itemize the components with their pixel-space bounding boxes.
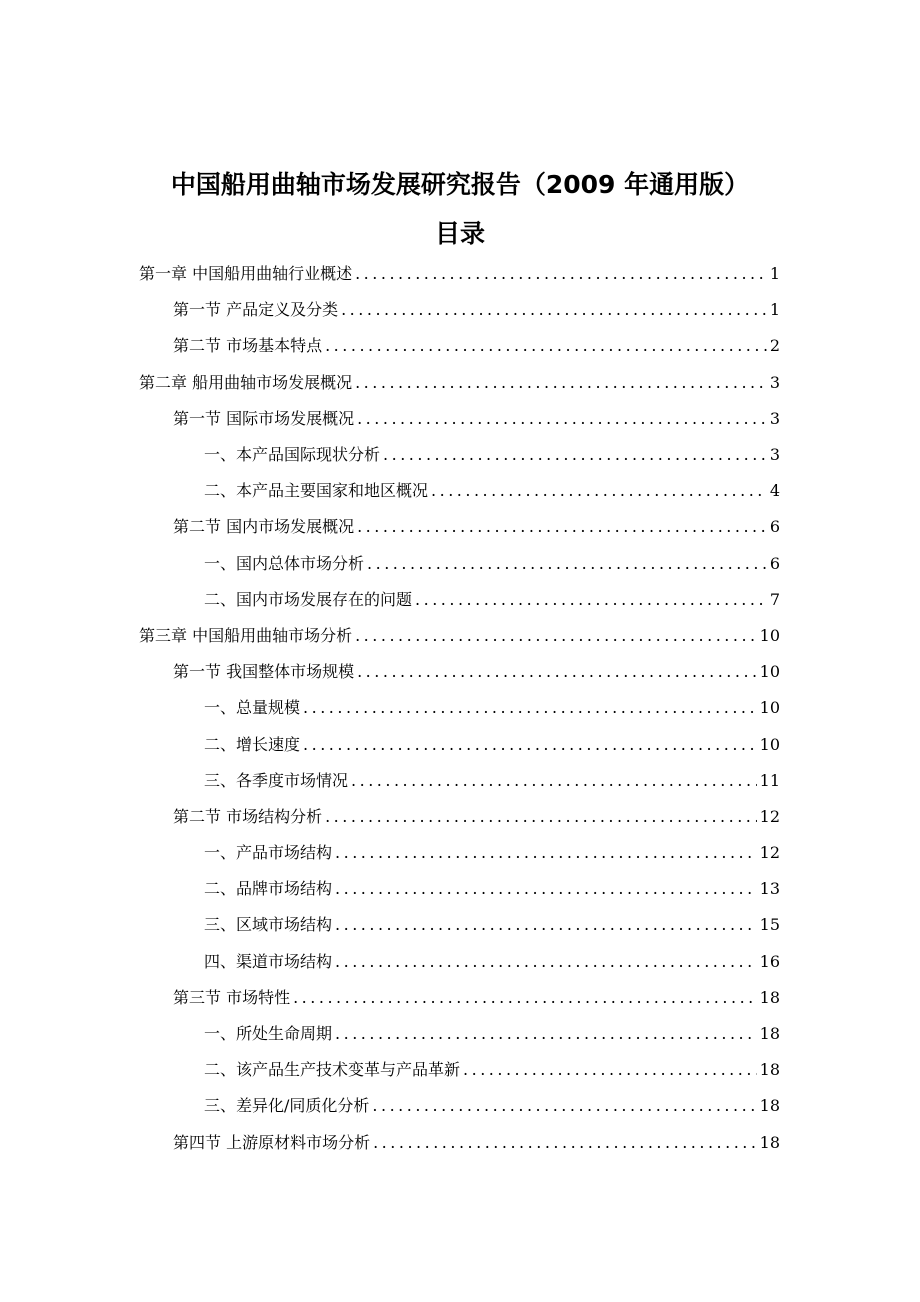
toc-entry-label: 一、国内总体市场分析 xyxy=(204,553,365,573)
toc-entry-page: 10 xyxy=(759,625,780,645)
dot-leader xyxy=(293,988,757,1008)
toc-entry-subsection[interactable] xyxy=(0,944,920,980)
toc-entry-subsection[interactable] xyxy=(0,871,920,907)
toc-entry-label: 二、国内市场发展存在的问题 xyxy=(204,589,413,609)
dot-leader xyxy=(431,481,767,501)
toc-entry-label: 一、总量规模 xyxy=(204,698,301,718)
toc-entry-subsection[interactable] xyxy=(0,835,920,871)
toc-entry-page: 3 xyxy=(769,445,780,465)
toc-entry-label: 第一节 国际市场发展概况 xyxy=(173,408,355,428)
dot-leader xyxy=(325,336,767,356)
dot-leader xyxy=(335,952,757,972)
toc-entry-page: 11 xyxy=(759,770,780,790)
toc-entry-label: 第二章 船用曲轴市场发展概况 xyxy=(139,372,353,392)
toc-entry-page: 6 xyxy=(769,517,780,537)
toc-entry-page: 2 xyxy=(769,336,780,356)
toc-entry-subsection[interactable] xyxy=(0,726,920,762)
toc-entry-page: 12 xyxy=(759,843,780,863)
toc-entry-section[interactable] xyxy=(0,328,920,364)
toc-entry-page: 18 xyxy=(759,987,780,1007)
dot-leader xyxy=(335,1024,757,1044)
toc-entry-label: 二、本产品主要国家和地区概况 xyxy=(204,481,429,501)
toc-entry-subsection[interactable] xyxy=(0,763,920,799)
toc-entry-subsection[interactable] xyxy=(0,437,920,473)
dot-leader xyxy=(303,698,757,718)
dot-leader xyxy=(463,1060,757,1080)
toc-entry-page: 12 xyxy=(759,806,780,826)
dot-leader xyxy=(335,879,757,899)
dot-leader xyxy=(351,771,757,791)
toc-entry-label: 一、所处生命周期 xyxy=(204,1024,333,1044)
toc-entry-label: 四、渠道市场结构 xyxy=(204,951,333,971)
toc-entry-page: 18 xyxy=(759,1060,780,1080)
dot-leader xyxy=(415,590,767,610)
toc-entry-subsection[interactable] xyxy=(0,690,920,726)
toc-entry-label: 一、产品市场结构 xyxy=(204,843,333,863)
toc-entry-subsection[interactable] xyxy=(0,1052,920,1088)
toc-entry-page: 18 xyxy=(759,1024,780,1044)
dot-leader xyxy=(335,843,757,863)
toc-heading: 目录 xyxy=(434,219,485,248)
toc-entry-page: 3 xyxy=(769,372,780,392)
toc-entry-label: 第二节 市场基本特点 xyxy=(173,336,323,356)
toc-entry-subsection[interactable] xyxy=(0,473,920,509)
toc-entry-label: 二、增长速度 xyxy=(204,734,301,754)
dot-leader xyxy=(367,554,767,574)
table-of-contents xyxy=(0,256,920,1161)
toc-entry-page: 18 xyxy=(759,1132,780,1152)
toc-entry-label: 三、区域市场结构 xyxy=(204,915,333,935)
toc-entry-page: 10 xyxy=(759,698,780,718)
toc-entry-label: 二、品牌市场结构 xyxy=(204,879,333,899)
dot-leader xyxy=(357,662,757,682)
toc-entry-page: 3 xyxy=(769,408,780,428)
dot-leader xyxy=(355,626,757,646)
toc-entry-label: 第一节 我国整体市场规模 xyxy=(173,662,355,682)
dot-leader xyxy=(373,1133,757,1153)
toc-entry-page: 13 xyxy=(759,879,780,899)
toc-entry-section[interactable] xyxy=(0,292,920,328)
toc-entry-subsection[interactable] xyxy=(0,546,920,582)
toc-entry-label: 二、该产品生产技术变革与产品革新 xyxy=(204,1060,461,1080)
toc-entry-section[interactable] xyxy=(0,1125,920,1161)
dot-leader xyxy=(341,300,767,320)
toc-entry-section[interactable] xyxy=(0,799,920,835)
toc-entry-page: 18 xyxy=(759,1096,780,1116)
toc-entry-page: 1 xyxy=(769,264,780,284)
toc-entry-page: 16 xyxy=(759,951,780,971)
dot-leader xyxy=(383,445,767,465)
toc-entry-label: 第三节 市场特性 xyxy=(173,987,291,1007)
dot-leader xyxy=(355,264,767,284)
toc-entry-label: 三、各季度市场情况 xyxy=(204,770,349,790)
toc-entry-chapter-3[interactable] xyxy=(0,618,920,654)
dot-leader xyxy=(303,735,757,755)
toc-entry-subsection[interactable] xyxy=(0,907,920,943)
toc-entry-subsection[interactable] xyxy=(0,582,920,618)
dot-leader xyxy=(357,517,767,537)
toc-entry-chapter-1[interactable] xyxy=(0,256,920,292)
toc-entry-page: 10 xyxy=(759,734,780,754)
dot-leader xyxy=(357,409,767,429)
toc-entry-label: 第四节 上游原材料市场分析 xyxy=(173,1132,371,1152)
toc-entry-section[interactable] xyxy=(0,401,920,437)
dot-leader xyxy=(335,915,757,935)
dot-leader xyxy=(355,373,767,393)
toc-entry-label: 一、本产品国际现状分析 xyxy=(204,445,381,465)
toc-entry-page: 4 xyxy=(769,481,780,501)
toc-entry-page: 15 xyxy=(759,915,780,935)
toc-entry-label: 第二节 市场结构分析 xyxy=(173,806,323,826)
dot-leader xyxy=(325,807,757,827)
toc-entry-label: 第三章 中国船用曲轴市场分析 xyxy=(139,625,353,645)
toc-entry-subsection[interactable] xyxy=(0,1016,920,1052)
toc-entry-label: 第一章 中国船用曲轴行业概述 xyxy=(139,264,353,284)
toc-entry-chapter-2[interactable] xyxy=(0,365,920,401)
document-title: 中国船用曲轴市场发展研究报告（2009 年通用版） xyxy=(170,170,750,199)
toc-entry-page: 6 xyxy=(769,553,780,573)
toc-entry-section[interactable] xyxy=(0,980,920,1016)
toc-entry-section[interactable] xyxy=(0,654,920,690)
toc-entry-label: 第二节 国内市场发展概况 xyxy=(173,517,355,537)
toc-entry-page: 10 xyxy=(759,662,780,682)
toc-entry-label: 第一节 产品定义及分类 xyxy=(173,300,339,320)
toc-entry-subsection[interactable] xyxy=(0,1088,920,1124)
toc-entry-page: 7 xyxy=(769,589,780,609)
dot-leader xyxy=(372,1096,756,1116)
toc-entry-label: 三、差异化/同质化分析 xyxy=(204,1096,370,1116)
toc-entry-section[interactable] xyxy=(0,509,920,545)
toc-entry-page: 1 xyxy=(769,300,780,320)
